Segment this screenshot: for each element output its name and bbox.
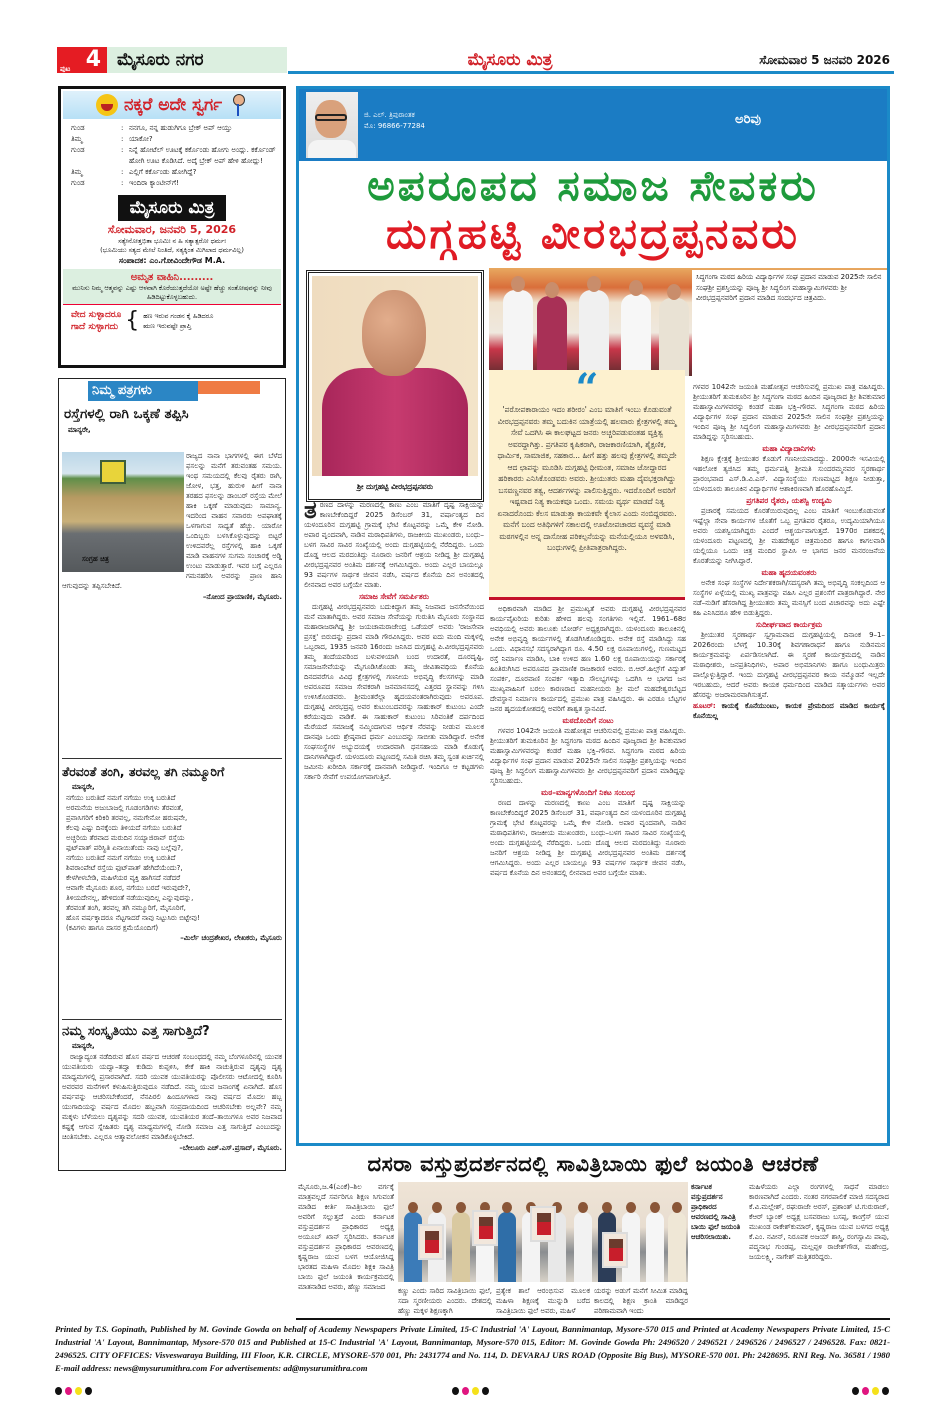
letter-poem: ನಗೆಯು ಬರುತಿದೆ ನಮಗೆ ನಗೆಯು ಉಕ್ಕಿ ಬರುತಿದೆ ಅರಮನೆಯ ಅಜುಬಾಜಲ್ಲಿ ಗೂಡಂಗಡಿಗಳು ತೆರವಂತೆ, ಪ್ರವಾಸಿಗರಿಗೆ ಕಿರಿಕಿರಿ ತರವಲ್ಲ, ನಮಗೇನೋ ಹರುಷವೇ, ಕೆಲವು ಎಷ್ಟು ದಿನಕ್ಕೆಂದು ತಿಳಿಯದೆ ನಗೆಯು ಬರುತಿದೆ ಅಚ್ಚರಿಯ ತೆರವಾದ ಮರುದಿನ ಸಯ್ಯಾಜಿರಾವ್ ರಸ್ತೆಯ ಫುಟ್‌ಪಾತ್ ಪರಿಸ್ಥಿತಿ ಏನಾಯಿತೆಂದು ನಾವು ಬಲ್ಲೆವು?, ನಗೆಯು ಬರುತಿದೆ ನಮಗೆ ನಗೆಯು ಉಕ್ಕಿ ಬರುತಿದೆ ಶಿವರಾಂಪೇಟೆ ರಸ್ತೆಯ ಫುಟ್‌ಪಾತ್ ಹೇಗಿದೆಯೆಂದು?, ಕೇಳಗೀಳಬೇಡಿ, ಮಹಿಳೆಯರ ವ್ಯಕ್ತಿ ಹಾಗಿಸದೆ ನಡೆದರೆ ಆವಾಗೇ ಮೈಸೂರು ಶೂರ, ನಗೆಯು ಬರದೆ ಇರುವುದೇ?, ತಿಳಿಯದೇನಲ್ಲ, ಹೇಳಿದಂತೆ ನಡೆಯುವುದಿಲ್ಲ ಎನ್ನುವುದನ್ನು, ತೆರವಂತೆ ತಂಗಿ, ತರವಲ್ಲ ತಗಿ ನಮ್ಮೂರಿಗೆ, ಮೈಸೂರಿಗೆ, ಹೊಸ ವರ್ಷಕ್ಕಾದರೂ ನೆಟ್ಟಗಾದರೆ ನಾವು ನಿಟ್ಟುಸಿರು ಬಿಟ್ಟೇವು! (ಕವಿಗಳು ಹಾಗೂ ದಾಸರ ಕ್ಷಮೆಯೊಂದಿಗೆ) –ಮಿರ್ಲೆ ಚಂದ್ರಶೇಖರ, ಲೇಖಕರು, ಮೈಸೂರು [66,794,282,942]
subheading: ಮಹಾ ಹೃದಯವಂತರು [761,568,817,577]
subheading: ಸಮಾಜ ಸೇವೆಗೆ ಸಮರ್ಪಿತರು [358,592,430,601]
article-column-1: ತರಣದ ದಾಳನ್ನು ಮರಣದಲ್ಲಿ ಕಾಣು ಎಂಬ ಮಾತಿಗೆ ದೃಷ್ಟ ಸಾಕ್ಷಿಯನ್ನು ಕಾಣಬೇಕೆಂದಿದ್ದರೆ 2025 ಡಿಸೆಂಬರ್ 31, ವರ್ಷಾಂತ್ಯದ ದಿನ ಯಳಂದೂರಿನ ದುಗ್ಗಹಟ್ಟಿ ಗ್ರಾಮಕ್ಕೆ ಭೇಟಿ ಕೊಟ್ಟವರನ್ನು ಒಮ್ಮೆ ಕೇಳಿ ನೋಡಿ. ಅಪಾರ ವೃಂದವಾಗಿ, ನಾಡಿನ ಮಠಾಧಿಪತಿಗಳು, ರಾಜಕೀಯ ಮುಖಂಡರು, ಬಂಧು–ಬಳಗ ಸಾವಿರ ಸಾವಿರ ಸಂಖ್ಯೆಯಲ್ಲಿ ಅಂದು ದುಗ್ಗಹಟ್ಟಿಯಲ್ಲಿ ನೆರೆದಿದ್ದರು. ಒಂದು ದೊಡ್ಡ ಆಲದ ಮರದಂತಿದ್ದು ನೂರಾರು ಜನರಿಗೆ ಆಶ್ರಯ ನೀಡಿದ್ದ ಶ್ರೀ ದುಗ್ಗಹಟ್ಟಿ ವೀರಭದ್ರಪ್ಪನವರ ಅಂತಿಮ ದರ್ಶನಕ್ಕೆ ಆಗಮಿಸಿದ್ದರು. ಅಂದು ಎಲ್ಲರ ಬಾಯಲ್ಲೂ 93 ವರ್ಷಗಳ ಸಾರ್ಥಕ ಜೀವನ ನಡೆಸಿ, ವರ್ಷದ ಕೊನೆಯ ದಿನ ಅನಂತದಲ್ಲಿ ಲೀನವಾದ ಅವರ ಬಗ್ಗೆಯೇ ಮಾತು. ಸಮಾಜ ಸೇವೆಗೆ ಸಮರ್ಪಿತರು ದುಗ್ಗಹಟ್ಟಿ ವೀರಭದ್ರಪ್ಪನವರು ಬದುಕಿದ್ದಾಗ ತಮ್ಮ ನಿಜವಾದ ಜನಸೇವೆಯಿಂದ ಮನೆ ಮಾತಾಗಿದ್ದರು. ಅವರ ಸಮಾಜ ಸೇವೆಯನ್ನು ಗುರುತಿಸಿ ಮೈಸೂರು ಸಂಸ್ಥಾನದ ಮಹಾರಾಜರಾಗಿದ್ದ ಶ್ರೀ ಜಯಚಾಮರಾಜೇಂದ್ರ ಒಡೆಯರ್ ಅವರು 'ರಾಜಸೇವಾ ಪ್ರಸಕ್ತ' ಬಿರುದನ್ನು ಪ್ರದಾನ ಮಾಡಿ ಗೌರವಿಸಿದ್ದರು. ಅವರ ಐದು ಮಂದಿ ಮಕ್ಕಳಲ್ಲಿ ಒಬ್ಬರಾದ, 1935 ಜನವರಿ 16ರಂದು ಜನಿಸಿದ ದುಗ್ಗಹಟ್ಟಿ ಪಿ.ವೀರಭದ್ರಪ್ಪನವರು ತಮ್ಮ ತಂದೆಯವರಿಂದ ಬಳುವಳಿಯಾಗಿ ಬಂದ ಉದಾರತೆ, ದೂರದೃಷ್ಟಿ, ಸಮಾಜಸೇವೆಯನ್ನು ಮೈಗೂಡಿಸಿಕೊಂಡು ತಮ್ಮ ಜೀವಿತಾವಧಿಯ ಕೊನೆಯ ದಿನದವರೆಗೂ ವಿವಿಧ ಕ್ಷೇತ್ರಗಳಲ್ಲಿ ಗಣನೀಯ ಅಭಿವೃದ್ಧಿ ಕೆಲಸಗಳನ್ನು ಮಾಡಿ ಅಪರೂಪದ ಸಮಾಜ ಸೇವಕರಾಗಿ ಜನಮಾನಸದಲ್ಲಿ ಎತ್ತರದ ಸ್ಥಾನವನ್ನು ಗಳಿಸಿ ಉಳಿಸಿಕೊಂಡವರು. ಶ್ರೀಮಂತರೆಲ್ಲಾ ಹೃದಯವಂತರಾಗಿರುವುದು ಅಪರೂಪ. ದುಗ್ಗಹಟ್ಟಿ ವೀರಭದ್ರಪ್ಪ ಅವರ ಕುಟುಂಬದವರನ್ನು ಸಾಹುಕಾರ್ ಕುಟುಂಬ ಎಂದೇ ಕರೆಯುವುದು ವಾಡಿಕೆ. ಈ ಸಾಹುಕಾರ್ ಕುಟುಂಬ ಸಿರಿವಂತಿಕೆ ದರ್ಪದಿಂದ ಮೆರೆಯದೆ ಸಮಾಜಕ್ಕೆ ನಮ್ಮಿಂದಾಗುವ ಆರ್ಥಿಕ ನೆರವನ್ನು ನೀಡುವ ಮೂಲಕ ದಾನವೂ ಒಂದು ಶ್ರೇಷ್ಠವಾದ ಧರ್ಮ ಎಂಬುದನ್ನು ಸಾಬೀತು ಮಾಡಿದ್ದಾರೆ. ಅನೇಕ ಸಂಘಸಂಸ್ಥೆಗಳ ಅಭ್ಯುದಯಕ್ಕೆ ಉದಾರವಾಗಿ ಧನಸಹಾಯ ಮಾಡಿ ಕೊಡುಗೈ ದಾನಿಗಳಾಗಿದ್ದಾರೆ. ಯಳಂದೂರು ಪಟ್ಟಣದಲ್ಲಿ ಸಮಿತಿ ರಚಿಸಿ ತಮ್ಮ ಸ್ವಂತ ಖರ್ಚಿನಲ್ಲಿ ಜಮೀನು ಖರೀದಿಸಿ ಸರ್ಕಾರಕ್ಕೆ ದಾನವಾಗಿ ನೀಡಿದ್ದಾರೆ. ಇಂದಿಗೂ ಆ ಕಟ್ಟಡಗಳು ಸರ್ಕಾರಿ ಸೇವೆಗೆ ಉಪಯೋಗವಾಗುತ್ತಿವೆ. [304,500,484,781]
editor-credit: ಸಂಪಾದಕ: ಎಂ.ಗೋವಿಂದೇಗೌಡ M.A. [118,256,226,265]
group-photo [398,1182,688,1282]
article-column-2: ಅಧಿಕಾರವಾಗಿ ಮಾಡಿದ ಶ್ರೀ ಪ್ರಮುಖ್ಯತೆ ಅವರು ದುಗ್ಗಹಟ್ಟಿ ವೀರಭದ್ರಪ್ಪನವರ ಕಾರ್ಯವೈಖರಿಯ ಕುರಿತು ಹೇಳಿದ ಹಲವು ಸಂಗತಿಗಳು ಇಲ್ಲಿವೆ. 1961–68ರ ಅವಧಿಯಲ್ಲಿ ಅವರು ತಾಲೂಕು ಬೋರ್ಡ್ ಅಧ್ಯಕ್ಷರಾಗಿದ್ದರು. ಯಳಂದೂರು ತಾಲೂಕಿನಲ್ಲಿ ಅನೇಕ ಅಭಿವೃದ್ಧಿ ಕಾರ್ಯಗಳಲ್ಲಿ ತೊಡಗಿಸಿಕೊಂಡಿದ್ದರು. ಅನೇಕ ರಸ್ತೆ ಮಾಡಿಸಿದ್ದು ಸಹ ಒಂದು. ವಿಧಾನಸಭೆ ಸದಸ್ಯರಾಗಿದ್ದಾಗ ರೂ. 4.50 ಲಕ್ಷ ರೂಪಾಯಿಗಳಲ್ಲಿ, ಗುಣಮಟ್ಟದ ರಸ್ತೆ ನಿರ್ಮಾಣ ಮಾಡಿಸಿ, ಬಾಕಿ ಉಳಿದ ಹಣ 1.60 ಲಕ್ಷ ರೂಪಾಯಿಯನ್ನು ಸರ್ಕಾರಕ್ಕೆ ಹಿಂತಿರುಗಿಸಿದ ಅಪರೂಪದ ಪ್ರಾಮಾಣಿಕ ರಾಜಕಾರಣಿ ಅವರು. ಬಿ.ಆರ್.ಹಿಲ್ಸ್‌ಗೆ ವಿದ್ಯುತ್ ಸಂಪರ್ಕ, ದೂರವಾಣಿ ಸಂಪರ್ಕ ಇತ್ಯಾದಿ ಸೌಲಭ್ಯಗಳನ್ನು ಒದಗಿಸಿ ಆ ಭಾಗದ ಜನ ಮುಖ್ಯವಾಹಿನಿಗೆ ಬರಲು ಕಾರಣರಾದ ಮಹನೀಯರು ಶ್ರೀ ಮಲೆ ಮಹದೇಶ್ವರಬೆಟ್ಟದ ದೇವಸ್ಥಾನ ನಿರ್ಮಾಣ ಕಾರ್ಯದಲ್ಲಿ ಪ್ರಮುಖ ಪಾತ್ರ ವಹಿಸಿದ್ದರು. ಈ ಎರಡೂ ಬೆಟ್ಟಗಳ ಜನರ ಹೃದಯಕೋಶದಲ್ಲಿ ಅವರಿಗೆ ಶಾಶ್ವತ ಸ್ಥಾನವಿದೆ. ಮಠದೊಂದಿಗೆ ನಂಟು ಗಳವರ 1042ನೇ ಜಯಂತಿ ಮಹೋತ್ಸವ ಆಚರಿಸುವಲ್ಲಿ ಪ್ರಮುಖ ಪಾತ್ರ ವಹಿಸಿದ್ದರು. ಶ್ರೀಯುತರಿಗೆ ತುಮಕೂರಿನ ಶ್ರೀ ಸಿದ್ಧಗಂಗಾ ಮಠದ ಹಿಂದಿನ ಪೂಜ್ಯರಾದ ಶ್ರೀ ಶಿವಕುಮಾರ ಮಹಾಸ್ವಾಮಿಗಳವರನ್ನು ಕಂಡರೆ ಮಹಾ ಭಕ್ತಿ–ಗೌರವ. ಸಿದ್ಧಗಂಗಾ ಮಠದ ಹಿರಿಯ ವಿದ್ಯಾರ್ಥಿಗಳ ಸಂಘ ಪ್ರದಾನ ಮಾಡುವ 2025ನೇ ಸಾಲಿನ ಸಂಘಶ್ರೀ ಪ್ರಶಸ್ತಿಯನ್ನು ಇಂದಿನ ಪೂಜ್ಯ ಶ್ರೀ ಸಿದ್ಧಲಿಂಗ ಮಹಾಸ್ವಾಮಿಗಳವರು ಶ್ರೀ ವೀರಭದ್ರಪ್ಪನವರಿಗೆ ಪ್ರದಾನ ಮಾಡಿದ್ದನ್ನು ಸ್ಮರಿಸಬಹುದು. ಮಠ–ಮಾನ್ಯಗಳೊಂದಿಗೆ ನಿಕಟ ಸಂಬಂಧ ರಣದ ದಾಳನ್ನು ಮರಣದಲ್ಲಿ ಕಾಣು ಎಂಬ ಮಾತಿಗೆ ದೃಷ್ಟ ಸಾಕ್ಷಿಯನ್ನು ಕಾಣಬೇಕೆಂದಿದ್ದರೆ 2025 ಡಿಸೆಂಬರ್ 31, ವರ್ಷಾಂತ್ಯದ ದಿನ ಯಳಂದೂರಿನ ದುಗ್ಗಹಟ್ಟಿ ಗ್ರಾಮಕ್ಕೆ ಭೇಟಿ ಕೊಟ್ಟವರನ್ನು ಒಮ್ಮೆ ಕೇಳಿ ನೋಡಿ. ಅಪಾರ ವೃಂದವಾಗಿ, ನಾಡಿನ ಮಠಾಧಿಪತಿಗಳು, ರಾಜಕೀಯ ಮುಖಂಡರು, ಬಂಧು–ಬಳಗ ಸಾವಿರ ಸಾವಿರ ಸಂಖ್ಯೆಯಲ್ಲಿ ಅಂದು ದುಗ್ಗಹಟ್ಟಿಯಲ್ಲಿ ನೆರೆದಿದ್ದರು. ಒಂದು ದೊಡ್ಡ ಆಲದ ಮರದಂತಿದ್ದು ನೂರಾರು ಜನರಿಗೆ ಆಶ್ರಯ ನೀಡಿದ್ದ ಶ್ರೀ ದುಗ್ಗಹಟ್ಟಿ ವೀರಭದ್ರಪ್ಪನವರ ಅಂತಿಮ ದರ್ಶನಕ್ಕೆ ಆಗಮಿಸಿದ್ದರು. ಅಂದು ಎಲ್ಲರ ಬಾಯಲ್ಲೂ 93 ವರ್ಷಗಳ ಸಾರ್ಥಕ ಜೀವನ ನಡೆಸಿ, ವರ್ಷದ ಕೊನೆಯ ದಿನ ಅನಂತದಲ್ಲಿ ಲೀನವಾದ ಅವರ ಬಗ್ಗೆಯೇ ಮಾತು. [490,605,686,877]
hooter-label: ಹೂಟರ್: [693,702,716,710]
bottom-rule [296,1318,890,1320]
letter-title: ನಮ್ಮ ಸಂಸ್ಕೃತಿಯು ಎತ್ತ ಸಾಗುತ್ತಿದೆ? [62,1024,210,1039]
group-photo-caption: ಕರ್ನಾಟಕ ವಸ್ತುಪ್ರದರ್ಶನ ಪ್ರಾಧಿಕಾರದ ಆವರಣದಲ್ಲಿ ಸಾವಿತ್ರಿ ಬಾಯಿ ಫುಲೆ ಜಯಂತಿ ಆಚರಿಸಲಾಯಿತು. [691,1183,741,1241]
proverb-right: ಹಣ ಇರುವ ಗಂಡನ ಕೈ ಹಿಡಿದರೂ ಋಣ ಇರುವಷ್ಟೇ ಪ್ರಾಪ್ತಿ [143,312,214,330]
issue-date: ಸೋಮವಾರ 5 ಜನವರಿ 2026 [759,53,890,67]
joke-box [58,86,286,368]
motto-translation: (ಭೂಮಿಯು ಸತ್ಯದ ಮೇಲೆ ನಿಂತಿದೆ, ಸತ್ಯಕ್ಕಿಂತ ಮಿಗಿಲಾದ ಧರ್ಮವಿಲ್ಲ) [100,246,244,254]
page-number: 4 [85,47,101,72]
brand-name: ಮೈಸೂರು ಮಿತ್ರ [467,50,553,70]
registration-dot [452,1387,459,1395]
masthead-date: ಸೋಮವಾರ, ಜನವರಿ 5, 2026 [107,223,237,236]
joke-header [63,91,281,119]
registration-dot [85,1387,92,1395]
quote-icon: “ [575,365,599,412]
joke-line: ತಿಮ್ಮ : ಎಲ್ಲಿಗೆ ಕರ್ಕೊಂಡು ಹೋಗಿದ್ದೆ? [71,168,197,176]
proverb-left: ವೇದ ಸುಳ್ಳಾದರೂ ಗಾದೆ ಸುಳ್ಳಾಗದು [71,310,122,332]
joke-line: ಗುಂಡ : ನನಗೂ, ನನ್ನ ಹುಡುಗಿಗೂ ಬ್ರೇಕ್ ಅಪ್ ಆಯ್ತು [71,124,233,132]
letter-signature: –ಮಿರ್ಲೆ ಚಂದ್ರಶೇಖರ, ಲೇಖಕರು, ಮೈಸೂರು [180,934,282,942]
bottom-column-5: ಮಹಿಳೆಯರು ಎಲ್ಲಾ ರಂಗಗಳಲ್ಲಿ ಸಾಧನೆ ಮಾಡಲು ಕಾರಣವಾಗಿದೆ ಎಂದರು. ನಂತರ ನಗರಪಾಲಿಕೆ ಮಾಜಿ ಸದಸ್ಯರಾದ ಕೆ.ವಿ.ಮಲ್ಲೇಶ್, ರಘುರಾಜೇ ಅರಸ್, ಪ್ರಶಾಂತ್ ಟಿ.ಗುರುರಾಜ್, ಕೆಆರ್ ಬ್ಯಾಂಕ್ ಅಧ್ಯಕ್ಷ ಬಸವರಾಜು ಬಸಪ್ಪ, ಕಾಂಗ್ರೆಸ್ ಯುವ ಮುಖಂಡ ರಾಕೇಶ್‌ಕುಮಾರ್, ಕೃಷ್ಣರಾಜ ಯುವ ಬಳಗದ ಅಧ್ಯಕ್ಷ ಕೆ.ಎಂ. ನವೀನ್, ನಿರೂಪಕ ಅಜಯ್ ಶಾಸ್ತ್ರಿ, ರಂಗಸ್ವಾಮಿ ಪಾಪು, ಪದ್ಮನಾಭ ಗುಂಡಪ್ಪ, ಮಲ್ಲಪ್ಪಳಿ ರಾಜೇಶ್‌ಗೌಡ, ಮಹೇಂದ್ರ, ಜಯಲಕ್ಷ್ಮಿ, ನಾಗೇಶ್ ಮತ್ತಿತರರಿದ್ದರು. [749,1183,889,1261]
article-column-3: ಗಳವರ 1042ನೇ ಜಯಂತಿ ಮಹೋತ್ಸವ ಆಚರಿಸುವಲ್ಲಿ ಪ್ರಮುಖ ಪಾತ್ರ ವಹಿಸಿದ್ದರು. ಶ್ರೀಯುತರಿಗೆ ತುಮಕೂರಿನ ಶ್ರೀ ಸಿದ್ಧಗಂಗಾ ಮಠದ ಹಿಂದಿನ ಪೂಜ್ಯರಾದ ಶ್ರೀ ಶಿವಕುಮಾರ ಮಹಾಸ್ವಾಮಿಗಳವರನ್ನು ಕಂಡರೆ ಮಹಾ ಭಕ್ತಿ–ಗೌರವ. ಸಿದ್ಧಗಂಗಾ ಮಠದ ಹಿರಿಯ ವಿದ್ಯಾರ್ಥಿಗಳ ಸಂಘ ಪ್ರದಾನ ಮಾಡುವ 2025ನೇ ಸಾಲಿನ ಸಂಘಶ್ರೀ ಪ್ರಶಸ್ತಿಯನ್ನು ಇಂದಿನ ಪೂಜ್ಯ ಶ್ರೀ ಸಿದ್ಧಲಿಂಗ ಮಹಾಸ್ವಾಮಿಗಳವರು ಶ್ರೀ ವೀರಭದ್ರಪ್ಪನವರಿಗೆ ಪ್ರದಾನ ಮಾಡಿದ್ದನ್ನು ಸ್ಮರಿಸಬಹುದು. ಮಹಾ ವಿದ್ಯಾದಾನಿಗಳು ಶಿಕ್ಷಣ ಕ್ಷೇತ್ರಕ್ಕೆ ಶ್ರೀಯುತರ ಕೊಡುಗೆ ಗಣನೀಯವಾದದ್ದು. 2000ನೇ ಇಸವಿಯಲ್ಲಿ ಇಹಲೋಕ ತ್ಯಜಿಸಿದ ತಮ್ಮ ಧರ್ಮಪತ್ನಿ ಶ್ರೀಮತಿ ಸುಂದರಮ್ಮನವರ ಸ್ಮರಣಾರ್ಥ ಪ್ರಾರಂಭವಾದ ಎಸ್.ಡಿ.ವಿ.ಎಸ್. ವಿದ್ಯಾಸಂಸ್ಥೆಯು ಗುಣಮಟ್ಟದ ಶಿಕ್ಷಣ ನೀಡುತ್ತಾ, ಯಳಂದೂರು ತಾಲೂಕಿನ ವಿದ್ಯಾರ್ಥಿಗಳ ಆಶಾಕಿರಣವಾಗಿ ಹೊರಹೊಮ್ಮಿದೆ. ಪ್ರಗತಿಪರ ರೈತರು, ಯಶಸ್ವಿ ಉದ್ಯಮಿ ಪ್ರಚಾರಕ್ಕೆ ಸಮಯದ ಕೊರತೆಯಿರುವುದಿಲ್ಲ ಎಂಬ ಮಾತಿಗೆ ಇಂಬುಕೊಡುವಂತೆ ಇಷ್ಟೆಲ್ಲಾ ಸೇವಾ ಕಾರ್ಯಗಳ ಜೊತೆಗೆ ಒಬ್ಬ ಪ್ರಗತಿಪರ ರೈತರೂ, ಉದ್ಯಮಿಯಾಗಿಯೂ ಅವರು ಯಶಸ್ವಿಯಾಗಿದ್ದರು ಎಂದರೆ ಆಶ್ಚರ್ಯವಾಗುತ್ತದೆ. 1970ರ ದಶಕದಲ್ಲಿ ಯಳಂದೂರು ಪಟ್ಟಣದಲ್ಲಿ ಶ್ರೀ ಮಹದೇಶ್ವರ ಚಿತ್ರಮಂದಿರ ಹಾಗೂ ಕಾಗಲವಾಡಿ ಯಲ್ಲಿಯೂ ಒಂದು ಚಿತ್ರ ಮಂದಿರ ಸ್ಥಾಪಿಸಿ ಆ ಭಾಗದ ಜನರ ಮನರಂಜನೆಯ ಕೊರತೆಯನ್ನು ನೀಗಿಸಿದ್ದಾರೆ. ಮಹಾ ಹೃದಯವಂತರು ಅನೇಕ ಸಂಘ ಸಂಸ್ಥೆಗಳ ನಿರ್ದೇಶಕರಾಗಿ/ಸದಸ್ಯರಾಗಿ ತಮ್ಮ ಅಭಿವೃದ್ಧಿ ಸಂಕಲ್ಪದಿಂದ ಆ ಸಂಸ್ಥೆಗಳ ಏಳ್ಗೆಯಲ್ಲಿ ಮುಖ್ಯ ಪಾತ್ರವನ್ನು ವಹಿಸಿ ಎಲ್ಲರ ಪ್ರಶಂಸೆಗೆ ಪಾತ್ರರಾಗಿದ್ದಾರೆ. ನೇರ ನಡೆ–ನುಡಿಗೆ ಹೆಸರಾಗಿದ್ದ ಶ್ರೀಯುತರು ತಮ್ಮ ಮನಸ್ಸಿಗೆ ಬಂದ ವಿಚಾರವನ್ನು ಅದು ಎಷ್ಟೇ ಕಹಿ ಎನಿಸಿದರೂ ಹೇಳಿ ಬಿಡುತ್ತಿದ್ದರು. ಸುದೀರ್ಘವಾದ ಕಾರ್ಯಕ್ರಮ ಶ್ರೀಯುತರ ಸ್ಮರಣಾರ್ಥ ಸ್ವಗ್ರಾಮವಾದ ದುಗ್ಗಹಟ್ಟಿಯಲ್ಲಿ ದಿನಾಂಕ 9–1–2026ರಂದು ಬೆಳಗ್ಗೆ 10.30ಕ್ಕೆ ಶಿವಗಣಾರಾಧನೆ ಹಾಗೂ ನುಡಿನಮನ ಕಾರ್ಯಕ್ರಮವನ್ನು ಏರ್ಪಡಿಸಲಾಗಿದೆ. ಈ ಸ್ಮರಣೆ ಕಾರ್ಯಕ್ರಮದಲ್ಲಿ ನಾಡಿನ ಮಠಾಧೀಶರು, ಜನಪ್ರತಿನಿಧಿಗಳು, ಅಪಾರ ಅಭಿಮಾನಿಗಳು ಹಾಗೂ ಬಂಧುಮಿತ್ರರು ಪಾಲ್ಗೊಳ್ಳುತ್ತಿದ್ದಾರೆ. ಇಂದು ದುಗ್ಗಹಟ್ಟಿ ವೀರಭದ್ರಪ್ಪನವರ ಕಾಯ ನಮ್ಮೊಡನೆ ಇಲ್ಲದೇ ಇರಬಹುದು, ಆದರೆ ಅವರು ಕಾಯಕ ಧರ್ಮದಿಂದ ಮಾಡಿದ ಸತ್ಕಾರ್ಯಗಳು ಅವರ ಹೆಸರನ್ನು ಅಜರಾಮರವಾಗಿಸುತ್ತವೆ. ಹೂಟರ್: ಕಾಯಕ್ಕೆ ಕೊನೆಯುಂಟು, ಕಾಯಕ ಪ್ರೇಮದಿಂದ ಮಾಡಿದ ಕಾರ್ಯಕ್ಕೆ ಕೊನೆಯಿಲ್ಲ [693,383,885,720]
brace-icon: { [125,308,140,333]
subheading: ಮಠದೊಂದಿಗೆ ನಂಟು [562,716,614,725]
registration-marks-center [452,1387,489,1395]
registration-dot [482,1387,489,1395]
column-label: ಅರಿವು [735,112,762,127]
registration-dot [852,1387,859,1395]
hooter-text: ಕಾಯಕ್ಕೆ ಕೊನೆಯುಂಟು, ಕಾಯಕ ಪ್ರೇಮದಿಂದ ಮಾಡಿದ ಕಾರ್ಯಕ್ಕೆ ಕೊನೆಯಿಲ್ಲ [693,702,885,720]
author-name: ಜಿ. ಎಲ್. ತ್ರಿಪುರಾಂತಕ [364,111,415,119]
quote-text: 'ಪರೋಪಕಾರಾಯಂ ಇದಂ ಶರೀರಂ' ಎಂಬ ಮಾತಿಗೆ ಇಂಬು ಕೊಡುವಂತೆ ವೀರಭದ್ರಪ್ಪನವರು ತಮ್ಮ ಬದುಕಿನ ಯಾತ್ರೆಯಲ್ಲಿ ಹಲವಾರು ಕ್ಷೇತ್ರಗಳಲ್ಲಿ ತಮ್ಮ ಸೇವೆ ಒದಗಿಸಿ ಈ ಕಾಲಘಟ್ಟದ ಜನರು ಅಚ್ಚರಿಪಡುವಂತಹ ವ್ಯಕ್ತಿತ್ವ ಅವರದ್ದಾಗಿತ್ತು. ಪ್ರಗತಿಪರ ಕೃಷಿಕರಾಗಿ, ರಾಜಕಾರಣಿಯಾಗಿ, ಶೈಕ್ಷಣಿಕ, ಧಾರ್ಮಿಕ, ಸಾಮಾಜಿಕ, ಸಹಕಾರ... ಹೀಗೆ ಹತ್ತು ಹಲವು ಕ್ಷೇತ್ರಗಳಲ್ಲಿ ತಮ್ಮದೇ ಆದ ಛಾಪನ್ನು ಮೂಡಿಸಿ ದುಗ್ಗಹಟ್ಟಿ ಧೀಮಂತ, ಸಮಾಜ ಜೋದ್ದಾರದ ಹರಿಕಾರರು ಎನಿಸಿಕೊಂಡವರು ಅವರು. ಶ್ರೀಯುತರು ಮಹಾ ದೈವಭಕ್ತರಾಗಿದ್ದು ಬಸವಣ್ಣನವರ ತತ್ವ, ಆದರ್ಶಗಳನ್ನು ಪಾಲಿಸುತ್ತಿದ್ದರು. ಇದರೊಂದಿಗೆ ಅವರಿಗೆ ಇಷ್ಟವಾದ ನಿತ್ಯ ಕಾಯಕವೂ ಒಂದು. ಸಮಯ ವ್ಯರ್ಥ ಮಾಡದೆ ನಿತ್ಯ ಏನಾದರೊಂದು ಕೆಲಸ ಮಾಡುತ್ತಾ ಕಾಯಕವೇ ಕೈಲಾಸ ಎಂದು ನಂಬಿದ್ದರವರು. ಮನೆಗೆ ಬಂದ ಅತಿಥಿಗಳಿಗೆ ಸಕಾಲದಲ್ಲಿ ಊಟೋಪಚಾರದ ವ್ಯವಸ್ಥೆ ಮಾಡಿ ಮಠಗಳಲ್ಲಿನ ಅನ್ನ ದಾಸೋಹ ಪರಿಕಲ್ಪನೆಯನ್ನು ಮನೆಯಲ್ಲಿಯೂ ಅಳವಡಿಸಿ, ಬಂಧುಗಳಲ್ಲಿ ಪ್ರೀತಿಪಾತ್ರರಾಗಿದ್ದರು. [497,405,677,552]
joke-title: ನಕ್ಕರೆ ಅದೇ ಸ್ವರ್ಗ [123,95,223,115]
joke-line: ತಿಮ್ಮ : ಯಾಕೋ? [71,135,153,143]
registration-dot [65,1387,72,1395]
laughing-face-icon [96,94,118,116]
letters-tag-accent [198,381,260,394]
motto-sanskrit: ಸತ್ಯೇನೋತ್ತಭಿತಾ ಭೂಮಿಃ ನ ಹಿ ಸತ್ಯಾತ್ಪರೋ ಧರ್ಮಃ [118,237,226,245]
registration-marks-right [852,1387,889,1395]
section-title: ಮೈಸೂರು ನಗರ [107,47,287,73]
letter-body: ರಾಜ್ಯಾದ್ಯಂತ ನಡೆದಿರುವ ಹೊಸ ವರ್ಷದ ಆಚರಣೆ ಸಂಬಂಧದಲ್ಲಿ ನಮ್ಮ ಬೆಂಗಳೂರಿನಲ್ಲಿ ಯುವಕ ಯುವತಿಯರು ಯದ್ವಾ–ತದ್ವಾ ಕುಡಿದು ಕುಪ್ಪಳಿಸಿ, ಕೇಕೆ ಹಾಕಿ ನಾಚುತ್ತಿರುವ ದೃಶ್ಯವು ದೃಶ್ಯ ಮಾಧ್ಯಮಗಳಲ್ಲಿ ಪ್ರಸಾರವಾಗಿದೆ. ಸದರಿ ಯುವಕ ಯುವತಿಯರನ್ನು ಪೊಲೀಸರು ಆಟೋದಲ್ಲಿ ಕೂರಿಸಿ ಅವರವರ ಮನೆಗಳಿಗೆ ಕಳುಹಿಸುತ್ತಿರುವುದೂ ನಡೆದಿದೆ. ನಮ್ಮ ಯುವ ಜನಾಂಗಕ್ಕೆ ಏನಾಗಿದೆ. ಹೊಸ ವರ್ಷವನ್ನು ಆಚರಿಸಬೇಕೆಂದರೆ, ನೆನಪಿರಲಿ ಹಿಂದೂಗಳಾದ ನಾವು ವರ್ಷದ ಮೊದಲ ಹಬ್ಬ ಯುಗಾದಿಯನ್ನು ವರ್ಷದ ಮೊದಲ ಹಬ್ಬವಾಗಿ ಸಂಪ್ರದಾಯದಿಂದ ಆಚರಿಸಬೇಕು ಅಲ್ಲವೇ? ನಮ್ಮ ಮಕ್ಕಳು ಬೆಳೆಯಲು ದೃಶ್ಯವನ್ನು ಸದರಿ ಯುವಕ, ಯುವತಿಯರ ತಂದೆ–ತಾಯಿಗಳೂ ಅವರ ನಿಜವಾದ ಕಷ್ಟಕ್ಕೆ ಆಗುವ ಸ್ನೇಹಿತರು ದೃಶ್ಯ ಮಾಧ್ಯಮಗಳಲ್ಲಿ ನೋಡಿ ಸಮಾಜ ಎತ್ತ ಸಾಗುತ್ತಿದೆ ಎಂಬುದನ್ನು ಚಿಂತಿಸಬೇಕು. ಎಲ್ಲರೂ ಆತ್ಮಾವಲೋಕನ ಮಾಡಿಕೊಳ್ಳಬೇಕಿದೆ. –ಬೇಲೂರು ಎಚ್.ಎಸ್.ಪ್ರಸಾದ್, ಮೈಸೂರು. [62,1053,282,1152]
letter-signature: –ನೋಂದ ಪ್ರಾಯಾಣಿಕ, ಮೈಸೂರು. [202,593,282,601]
letter-title: ತೆರವಂತೆ ತಂಗಿ, ತರವಲ್ಲ ತಗಿ ನಮ್ಮೂರಿಗೆ [62,764,225,779]
joke-line: ಗುಂಡ : ನಿನ್ನೆ ಹೋಟೆಲ್ ಊಟಕ್ಕೆ ಕರ್ಕೊಂಡು ಹೋಗು ಅಂದ್ಲು. ಕರ್ಕೊಂಡ್ ಹೋಗಿ ಊಟ ಕೊಡಿಸಿದೆ. ಅದ್ಕೆ ಬ್ರೇಕ್ ಅಪ್ ಹೇಳಿ ಹೋದ್ಲು! [71,146,276,165]
photo-caption: ಸಂಗ್ರಹ ಚಿತ್ರ [82,555,109,563]
bottom-column-4: ಯರನ್ನು ಅಡುಗೆ ಮನೆಗೆ ಸೀಮಿತ ಮಾಡಿದ್ದ ಕಾಲದಲ್ಲಿ ಶಿಕ್ಷಣ ಕ್ರಾಂತಿ ಮಾಡಿದ್ದರ ಪರಿಣಾಮವಾಗಿ ಇಂದು [594,1287,688,1315]
portrait-photo [312,276,478,476]
registration-dot [75,1387,82,1395]
joke-line: ಗುಂಡ : ಇಂದಿರಾ ಕ್ಯಾಂಟೀನ್‌ಗೆ! [71,179,179,187]
cartoon-figure-icon [228,94,248,116]
amrita-vahini [63,269,281,304]
headline-line-1: ಅಪರೂಪದ ಸಮಾಜ ಸೇವಕರು [367,161,819,210]
joke-dialogue [63,119,281,189]
page-number-badge [57,47,107,73]
letters-tag: ನಿಮ್ಮ ಪತ್ರಗಳು [88,381,198,401]
letter-salutation: ಮಾನ್ಯರೇ, [68,426,91,434]
bottom-headline: ದಸರಾ ವಸ್ತುಪ್ರದರ್ಶನದಲ್ಲಿ ಸಾವಿತ್ರಿಬಾಯಿ ಫುಲೆ ಜಯಂತಿ ಆಚರಣೆ [367,1152,819,1176]
letter-salutation: ಮಾನ್ಯರೇ, [72,783,95,791]
event-photo-caption: ಸಿದ್ಧಗಂಗಾ ಮಠದ ಹಿರಿಯ ವಿದ್ಯಾರ್ಥಿಗಳ ಸಂಘ ಪ್ರದಾನ ಮಾಡುವ 2025ನೇ ಸಾಲಿನ ಸಂಘಶ್ರೀ ಪ್ರಶಸ್ತಿಯನ್ನು ಪೂಜ್ಯ ಶ್ರೀ ಸಿದ್ಧಲಿಂಗ ಮಹಾಸ್ವಾಮಿಗಳವರು ಶ್ರೀ ವೀರಭದ್ರಪ್ಪನವರಿಗೆ ಪ್ರದಾನ ಮಾಡಿದ ಸಂದರ್ಭದ ಚಿತ್ರವಿದು. [692,270,887,378]
pull-quote [489,365,685,600]
divider [62,758,282,759]
registration-dot [872,1387,879,1395]
author-byline [364,110,425,132]
amrita-title: ಅಮೃತ ವಾಹಿನಿ......... [130,272,214,283]
letter-title: ರಸ್ತೆಗಳಲ್ಲಿ ರಾಗಿ ಒಕ್ಕಣೆ ತಪ್ಪಿಸಿ [64,406,189,422]
bottom-column-1: ಮೈಸೂರು,ಜ.4(ಎಂಕೆ)–ಶಿಲ ವರ್ಗಕ್ಕೆ ಮಾತ್ರವಲ್ಲದೆ ಸರ್ವರಿಗೂ ಶಿಕ್ಷಣ ಸಿಗುವಂತೆ ಮಾಡಿದ ಕೀರ್ತಿ ಸಾವಿತ್ರಿಬಾಯಿ ಫುಲೆ ಅವರಿಗೆ ಸಲ್ಲುತ್ತದೆ ಎಂದು ಕರ್ನಾಟಕ ವಸ್ತುಪ್ರದರ್ಶನ ಪ್ರಾಧಿಕಾರದ ಅಧ್ಯಕ್ಷ ಅಯೂಬ್ ಖಾನ್ ಸ್ಮರಿಸಿದರು. ಕರ್ನಾಟಕ ವಸ್ತುಪ್ರದರ್ಶನ ಪ್ರಾಧಿಕಾರದ ಆವರಣದಲ್ಲಿ ಕೃಷ್ಣರಾಜ ಯುವ ಬಳಗ ಆಯೋಜಿಸಿದ್ದ ಭಾರತದ ಮಹಿಳಾ ಮೊದಲ ಶಿಕ್ಷಕಿ ಸಾವಿತ್ರಿ ಬಾಯಿ ಫುಲೆ ಜಯಂತಿ ಕಾರ್ಯಕ್ರಮದಲ್ಲಿ ಮಾತನಾಡಿದ ಅವರು, ಹೆಣ್ಣು ಸಮಾಜದ [298,1183,394,1291]
registration-dot [472,1387,479,1395]
letter-salutation: ಮಾನ್ಯರೇ, [72,1042,95,1050]
drop-cap: ತ [304,500,317,524]
proverb [63,304,281,337]
bottom-column-3: ಪ್ರತ್ಯೇಕ ಶಾಲೆ ಆರಂಭಿಸುವ ಮೂಲಕ ಮಹಿಳಾ ಶಿಕ್ಷಣಕ್ಕೆ ಮುನ್ನುಡಿ ಬರೆದ ಸಾವಿತ್ರಿಬಾಯಿ ಫುಲೆ ಅವರು, ಮಹಿಳೆ [496,1287,590,1315]
amrita-text: ಮುನಿಸು ನಿಮ್ಮ ಆತ್ಮವನ್ನು ಎಷ್ಟು ಆಳವಾಗಿ ಕೊರೆಯುತ್ತದೆಯೋ ಅಷ್ಟೇ ಹೆಚ್ಚು ಸಂತೋಷವನ್ನು ನೀವು ಹಿಡಿದಿಟ್ಟುಕೊಳ್ಳಬಹುದು. [72,284,272,301]
author-photo [306,92,358,158]
subheading: ಮಠ–ಮಾನ್ಯಗಳೊಂದಿಗೆ ನಿಕಟ ಸಂಬಂಧ [541,788,635,797]
print-imprint: Printed by T.S. Gopinath, Published by M. Govinde Gowda on behalf of Academy Newspapers Private Limited, 15-C Industrial 'A' Layout, Bannimantap, Mysore-570 015 and Printed at Academy Newspapers Private Limited, 15-C Industrial 'A' Layout, Bannimantap, Mysore-570 015 and Published at 15-C Industrial 'A' Layout, Bannimantap, Mysore-570 015, Editor: M. Govinde Gowda Ph: 2496520 / 2496521 / 2496526 / 2496527 / 2496528. Fax: 0821-2496525. CITY OFFICES: Visveswaraya Building, III Floor, K.R. CIRCLE, MYSORE-570 001, Ph: 2431774 and No. 114, D. DEVARAJ URS ROAD (Opposite Big Bus), MYSORE-570 001. Ph: 2428695. RNI Reg. No. 36581 / 1980 E-mail address: news@mysurumithra.com For advertisements: ad@mysurumithra.com [55,1324,890,1373]
letter-signature: –ಬೇಲೂರು ಎಚ್.ಎಸ್.ಪ್ರಸಾದ್, ಮೈಸೂರು. [179,1144,282,1152]
portrait-caption: ಶ್ರೀ ದುಗ್ಗಹಟ್ಟಿ ವೀರಭದ್ರಪ್ಪನವರು [356,482,434,491]
divider [62,1019,282,1020]
masthead-logo: ಮೈಸೂರು ಮಿತ್ರ [118,195,226,221]
subheading: ಪ್ರಗತಿಪರ ರೈತರು, ಯಶಸ್ವಿ ಉದ್ಯಮಿ [746,496,832,505]
registration-dot [882,1387,889,1395]
subheading: ಮಹಾ ವಿದ್ಯಾದಾನಿಗಳು [762,444,816,453]
letter-body: ರಾಜ್ಯದ ನಾನಾ ಭಾಗಗಳಲ್ಲಿ ಈಗ ಬೆಳೆದ ಫಸಲನ್ನು ಮನೆಗೆ ತರುವಂತಹ ಸಮಯ. ಇಂಥ ಸಮಯದಲ್ಲಿ ಕೆಲವು ರೈತರು ರಾಗಿ, ಜೋಳ, ಭತ್ತ, ಹುರುಳಿ ಹೀಗೆ ನಾನಾ ತರಹದ ಫಸಲನ್ನು ಡಾಂಬರ್ ರಸ್ತೆಯ ಮೇಲೆ ಹಾಕಿ ಒಕ್ಕಣೆ ಮಾಡುವುದು ಸಾಮಾನ್ಯ. ಇದರಿಂದ ವಾಹನ ಸವಾರರು ಅಪಘಾತಕ್ಕೆ ಒಳಗಾಗುವ ಸಾಧ್ಯತೆ ಹೆಚ್ಚು. ಯಾರೋ ಒಂದಿಬ್ಬರು ಬಳಸಿಕೊಳ್ಳುವುದನ್ನು ಬಿಟ್ಟರೆ ಉಳಿದವರೆಲ್ಲ ರಸ್ತೆಗಳಲ್ಲಿ ಹಾಕಿ ಒಕ್ಕಣೆ ಮಾಡಿ ವಾಹನಗಳ ಸುಗಮ ಸಂಚಾರಕ್ಕೆ ಅಡ್ಡಿ ಉಂಟು ಮಾಡುತ್ತಾರೆ. ಇವರ ಬಗ್ಗೆ ಎಲ್ಲರೂ ಗಮನಹರಿಸಿ ಅವರನ್ನು ಪ್ರಾಣ ಹಾನಿ ಆಗುವುದನ್ನು ತಪ್ಪಿಸಬೇಕಿದೆ. –ನೋಂದ ಪ್ರಾಯಾಣಿಕ, ಮೈಸೂರು. [62,452,282,601]
bottom-column-2: ಕಣ್ಣು ಎಂದು ಸಾರಿದ ಸಾವಿತ್ರಿಬಾಯಿ ಫುಲೆ, ಸದಾ ಸ್ಮರಣೀಯರು ಎಂದರು. ದೇಶದಲ್ಲಿ ಹೆಣ್ಣು ಮಕ್ಕಳ ಶಿಕ್ಷಣಕ್ಕಾಗಿ [398,1287,492,1315]
headline-line-2: ದುಗ್ಗಹಟ್ಟಿ ವೀರಭದ್ರಪ್ಪನವರು [386,209,800,258]
subheading: ಸುದೀರ್ಘವಾದ ಕಾರ್ಯಕ್ರಮ [755,620,823,629]
registration-dot [55,1387,62,1395]
page-prefix: ಪುಟ [60,65,71,73]
registration-marks-left [55,1387,92,1395]
header-rule [288,71,894,74]
author-phone: ಮೊ: 96866-77284 [364,122,425,130]
registration-dot [862,1387,869,1395]
registration-dot [462,1387,469,1395]
